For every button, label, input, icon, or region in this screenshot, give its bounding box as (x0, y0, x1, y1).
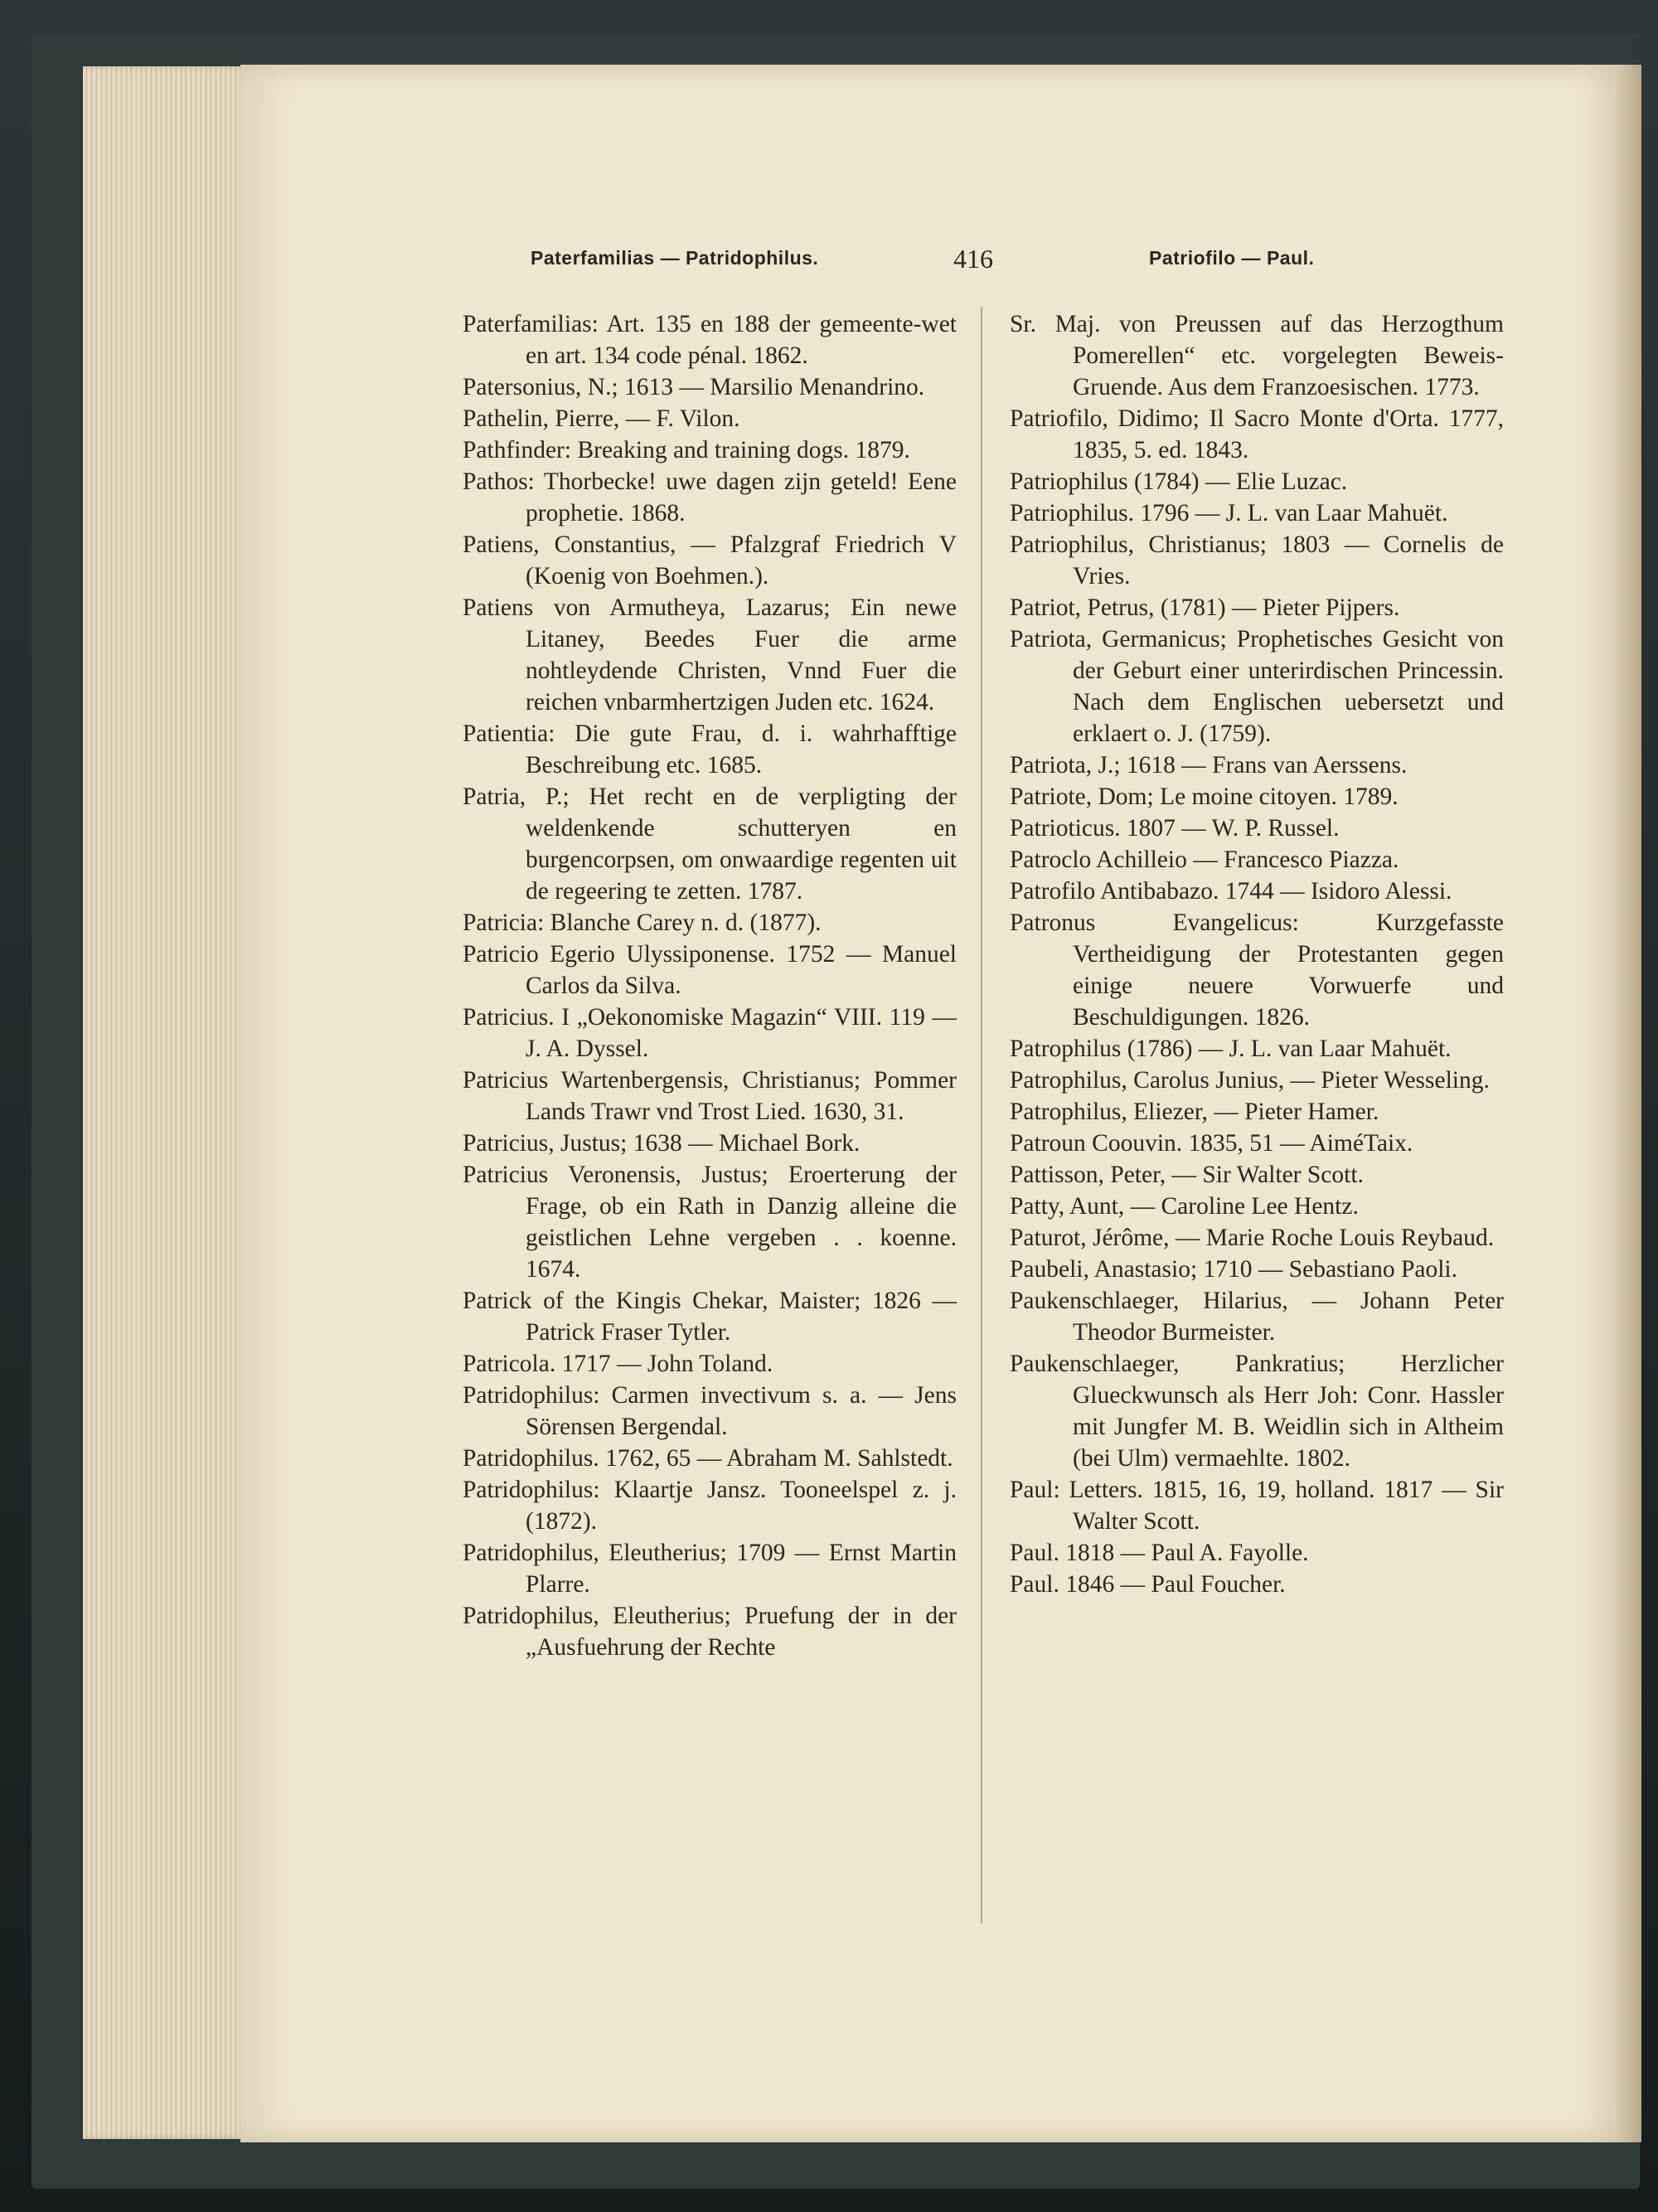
index-entry: Patriote, Dom; Le moine citoyen. 1789. (1010, 783, 1399, 810)
index-entry: Patronus Evangelicus: Kurzgefasste Vertheidigung der Protestanten gegen einige neuere Vorwuerfe und Beschuldigungen. 1826. (1010, 910, 1504, 1031)
index-entry: Patroclo Achilleio — Francesco Piazza. (1010, 846, 1399, 873)
index-entry: Patricola. 1717 — John Toland. (463, 1351, 773, 1377)
index-entry: Pattisson, Peter, — Sir Walter Scott. (1010, 1162, 1364, 1188)
index-entry: Patrofilo Antibabazo. 1744 — Isidoro Alessi. (1010, 878, 1452, 905)
index-entry: Paul. 1818 — Paul A. Fayolle. (1010, 1540, 1309, 1566)
index-entry: Patricia: Blanche Carey n. d. (1877). (463, 910, 822, 936)
index-entry: Patriophilus, Christianus; 1803 — Cornelis de Vries. (1010, 531, 1504, 589)
index-entry: Patroun Coouvin. 1835, 51 — AiméTaix. (1010, 1130, 1413, 1157)
running-head-left: Paterfamilias — Patridophilus. (531, 247, 819, 269)
index-entry: Patridophilus. 1762, 65 — Abraham M. Sahlstedt. (463, 1445, 953, 1472)
index-entry: Patria, P.; Het recht en de verpligting der weldenkende schutteryen en burgencorpsen, om onwaardige regenten uit de regeering te zetten. 1787. (463, 783, 957, 905)
running-head-right: Patriofilo — Paul. (1149, 247, 1315, 269)
right-column (1010, 308, 1504, 1600)
index-entry: Patricius, Justus; 1638 — Michael Bork. (463, 1130, 861, 1157)
column-divider (981, 307, 982, 1923)
index-entry: Patriophilus. 1796 — J. L. van Laar Mahuët. (1010, 500, 1448, 526)
page-number: 416 (953, 244, 993, 274)
index-entry: Patridophilus: Carmen invectivum s. a. — Jens Sörensen Bergendal. (463, 1382, 957, 1440)
index-entry: Patiens von Armutheya, Lazarus; Ein newe Litaney, Beedes Fuer die arme nohtleydende Christen, Vnnd Fuer die reichen vnbarmhertzigen Juden etc. 1624. (463, 594, 957, 716)
index-entry: Paul. 1846 — Paul Foucher. (1010, 1571, 1286, 1598)
index-entry: Patrick of the Kingis Chekar, Maister; 1826 — Patrick Fraser Tytler. (463, 1288, 957, 1346)
index-entry: Patrophilus, Carolus Junius, — Pieter Wesseling. (1010, 1067, 1490, 1094)
index-entry: Paul: Letters. 1815, 16, 19, holland. 1817 — Sir Walter Scott. (1010, 1477, 1504, 1535)
index-entry: Patridophilus, Eleutherius; 1709 — Ernst Martin Plarre. (463, 1540, 957, 1598)
index-entry: Patriophilus (1784) — Elie Luzac. (1010, 468, 1348, 495)
index-entry: Patridophilus: Klaartje Jansz. Tooneelspel z. j. (1872). (463, 1477, 957, 1535)
index-entry: Pathfinder: Breaking and training dogs. 1879. (463, 437, 910, 463)
index-entry: Patrophilus (1786) — J. L. van Laar Mahuët. (1010, 1036, 1452, 1062)
index-entry: Patrophilus, Eliezer, — Pieter Hamer. (1010, 1099, 1379, 1125)
index-entry: Patricio Egerio Ulyssiponense. 1752 — Manuel Carlos da Silva. (463, 941, 957, 999)
index-entry: Patty, Aunt, — Caroline Lee Hentz. (1010, 1193, 1359, 1220)
index-entry: Patiens, Constantius, — Pfalzgraf Friedrich V (Koenig von Boehmen.). (463, 531, 957, 589)
index-entry: Patricius. I „Oekonomiske Magazin“ VIII. 119 — J. A. Dyssel. (463, 1004, 957, 1062)
index-entry: Pathos: Thorbecke! uwe dagen zijn geteld! Eene prophetie. 1868. (463, 468, 957, 526)
running-head (240, 244, 1617, 280)
facing-page-edge (1617, 65, 1641, 2142)
index-entry: Paturot, Jérôme, — Marie Roche Louis Reybaud. (1010, 1225, 1495, 1251)
index-entry: Paukenschlaeger, Hilarius, — Johann Peter Theodor Burmeister. (1010, 1288, 1504, 1346)
index-entry: Paukenschlaeger, Pankratius; Herzlicher Glueckwunsch als Herr Joh: Conr. Hassler mit Jungfer M. B. Weidlin sich in Altheim (bei Ulm) vermaehlte. 1802. (1010, 1351, 1504, 1472)
index-entry: Patersonius, N.; 1613 — Marsilio Menandrino. (463, 374, 925, 400)
index-entry: Patridophilus, Eleutherius; Pruefung der in der „Ausfuehrung der Rechte (463, 1603, 957, 1661)
index-entry: Patrioticus. 1807 — W. P. Russel. (1010, 815, 1340, 842)
index-entry: Patientia: Die gute Frau, d. i. wahrhafftige Beschreibung etc. 1685. (463, 720, 957, 779)
index-entry: Patricius Wartenbergensis, Christianus; Pommer Lands Trawr vnd Trost Lied. 1630, 31. (463, 1067, 957, 1125)
index-entry: Patriofilo, Didimo; Il Sacro Monte d'Orta. 1777, 1835, 5. ed. 1843. (1010, 405, 1504, 463)
index-entry: Patriota, J.; 1618 — Frans van Aerssens. (1010, 752, 1408, 779)
index-entry: Sr. Maj. von Preussen auf das Herzogthum Pomerellen“ etc. vorgelegten Beweis-Gruende. Aus dem Franzoesischen. 1773. (1010, 311, 1504, 400)
index-entry: Patriot, Petrus, (1781) — Pieter Pijpers. (1010, 594, 1400, 621)
index-entry: Paterfamilias: Art. 135 en 188 der gemeente-wet en art. 134 code pénal. 1862. (463, 311, 957, 369)
index-entry: Pathelin, Pierre, — F. Vilon. (463, 405, 740, 432)
index-entry: Patricius Veronensis, Justus; Eroerterung der Frage, ob ein Rath in Danzig alleine die geistlichen Lehne vergeben . . koenne. 1674. (463, 1162, 957, 1283)
page-edges (83, 66, 249, 2139)
left-column (463, 308, 957, 1663)
index-entry: Paubeli, Anastasio; 1710 — Sebastiano Paoli. (1010, 1256, 1457, 1283)
index-entry: Patriota, Germanicus; Prophetisches Gesicht von der Geburt einer unterirdischen Princessin. Nach dem Englischen uebersetzt und erklaert o. J. (1759). (1010, 626, 1504, 747)
